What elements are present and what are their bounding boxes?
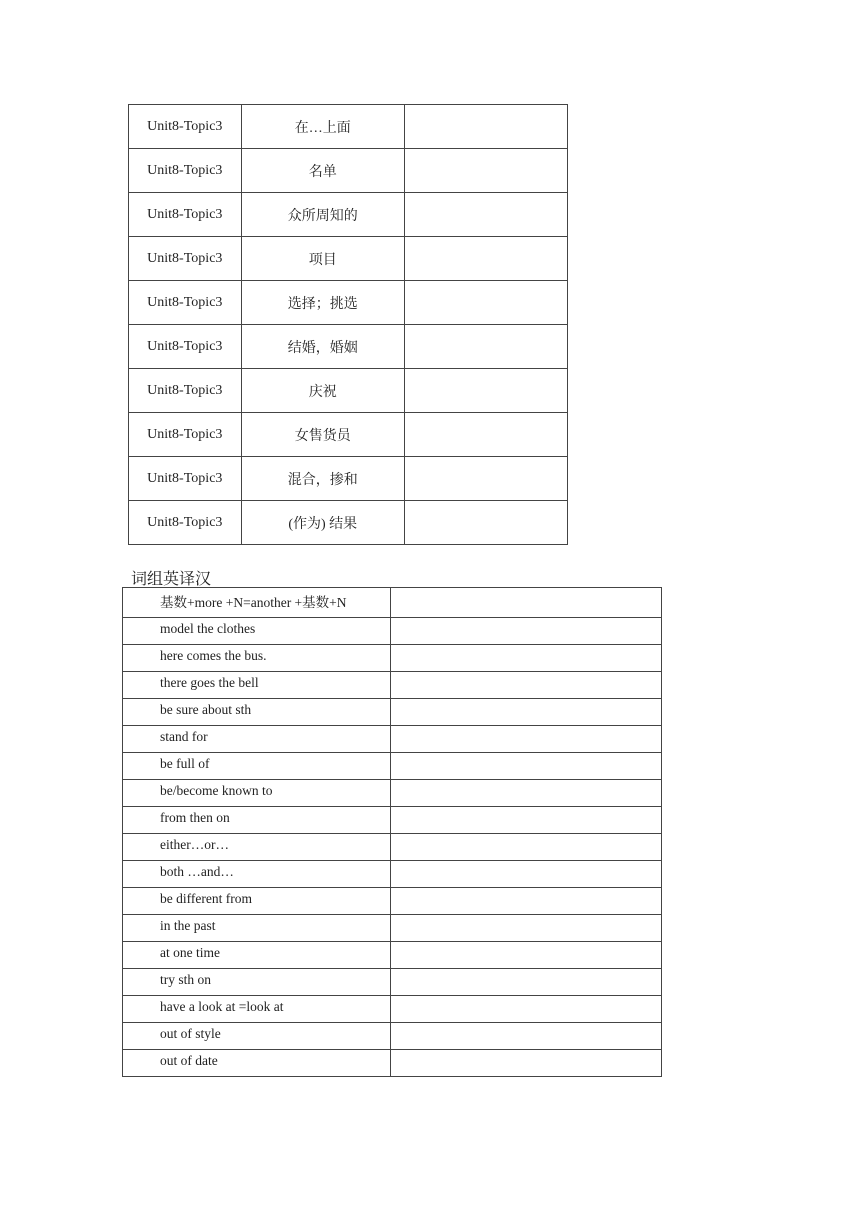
- table-row: [129, 105, 568, 149]
- english-phrase-cell: both …and…: [123, 861, 391, 888]
- table-row: [129, 501, 568, 545]
- table-row: [123, 888, 662, 915]
- answer-cell[interactable]: [404, 149, 567, 193]
- answer-cell[interactable]: [404, 501, 567, 545]
- unit-cell: Unit8-Topic3: [129, 105, 242, 149]
- answer-cell[interactable]: [391, 588, 662, 618]
- answer-cell[interactable]: [391, 1050, 662, 1077]
- chinese-word-cell: 庆祝: [241, 369, 404, 413]
- english-phrase-cell: be sure about sth: [123, 699, 391, 726]
- answer-cell[interactable]: [391, 888, 662, 915]
- english-phrase-cell: be/become known to: [123, 780, 391, 807]
- section-heading: 词组英译汉: [131, 569, 212, 588]
- answer-cell[interactable]: [391, 969, 662, 996]
- answer-cell[interactable]: [391, 780, 662, 807]
- english-phrase-cell: try sth on: [123, 969, 391, 996]
- table-row: [123, 969, 662, 996]
- table-row: [123, 996, 662, 1023]
- table-row: [129, 413, 568, 457]
- table-row: [123, 780, 662, 807]
- answer-cell[interactable]: [391, 699, 662, 726]
- english-phrase-cell: from then on: [123, 807, 391, 834]
- answer-cell[interactable]: [404, 193, 567, 237]
- english-phrase-cell: at one time: [123, 942, 391, 969]
- english-phrase-cell: be different from: [123, 888, 391, 915]
- english-phrase-cell: there goes the bell: [123, 672, 391, 699]
- table-row: [123, 861, 662, 888]
- chinese-word-cell: 众所周知的: [241, 193, 404, 237]
- unit-cell: Unit8-Topic3: [129, 369, 242, 413]
- table-row: [123, 645, 662, 672]
- answer-cell[interactable]: [404, 237, 567, 281]
- unit-cell: Unit8-Topic3: [129, 457, 242, 501]
- table-row: [123, 753, 662, 780]
- answer-cell[interactable]: [404, 105, 567, 149]
- english-phrase-cell: be full of: [123, 753, 391, 780]
- answer-cell[interactable]: [391, 1023, 662, 1050]
- table-row: [129, 457, 568, 501]
- vocab-table: [128, 104, 568, 545]
- answer-cell[interactable]: [404, 413, 567, 457]
- english-phrase-cell: stand for: [123, 726, 391, 753]
- answer-cell[interactable]: [391, 942, 662, 969]
- english-phrase-cell: here comes the bus.: [123, 645, 391, 672]
- chinese-word-cell: 女售货员: [241, 413, 404, 457]
- answer-cell[interactable]: [391, 618, 662, 645]
- unit-cell: Unit8-Topic3: [129, 501, 242, 545]
- unit-cell: Unit8-Topic3: [129, 193, 242, 237]
- unit-cell: Unit8-Topic3: [129, 149, 242, 193]
- english-phrase-cell: either…or…: [123, 834, 391, 861]
- table-row: [123, 942, 662, 969]
- table-row: [129, 369, 568, 413]
- answer-cell[interactable]: [404, 325, 567, 369]
- table-row: [123, 588, 662, 618]
- unit-cell: Unit8-Topic3: [129, 325, 242, 369]
- table-row: [123, 672, 662, 699]
- answer-cell[interactable]: [391, 834, 662, 861]
- chinese-word-cell: (作为) 结果: [241, 501, 404, 545]
- table-row: [123, 726, 662, 753]
- answer-cell[interactable]: [391, 861, 662, 888]
- answer-cell[interactable]: [391, 672, 662, 699]
- table-row: [123, 699, 662, 726]
- english-phrase-cell: out of date: [123, 1050, 391, 1077]
- chinese-word-cell: 选择；挑选: [241, 281, 404, 325]
- table-row: [123, 915, 662, 942]
- unit-cell: Unit8-Topic3: [129, 237, 242, 281]
- answer-cell[interactable]: [404, 369, 567, 413]
- table-row: [123, 807, 662, 834]
- table-row: [129, 149, 568, 193]
- answer-cell[interactable]: [391, 996, 662, 1023]
- answer-cell[interactable]: [391, 726, 662, 753]
- answer-cell[interactable]: [391, 753, 662, 780]
- english-phrase-cell: model the clothes: [123, 618, 391, 645]
- table-row: [129, 325, 568, 369]
- table-row: [123, 834, 662, 861]
- unit-cell: Unit8-Topic3: [129, 281, 242, 325]
- answer-cell[interactable]: [391, 915, 662, 942]
- chinese-word-cell: 名单: [241, 149, 404, 193]
- chinese-word-cell: 项目: [241, 237, 404, 281]
- table-row: [129, 281, 568, 325]
- answer-cell[interactable]: [391, 645, 662, 672]
- table-row: [123, 618, 662, 645]
- table-row: [129, 193, 568, 237]
- answer-cell[interactable]: [391, 807, 662, 834]
- table-row: [123, 1023, 662, 1050]
- answer-cell[interactable]: [404, 457, 567, 501]
- table-row: [129, 237, 568, 281]
- chinese-word-cell: 结婚，婚姻: [241, 325, 404, 369]
- english-phrase-cell: have a look at =look at: [123, 996, 391, 1023]
- table-row: [123, 1050, 662, 1077]
- answer-cell[interactable]: [404, 281, 567, 325]
- english-phrase-cell: in the past: [123, 915, 391, 942]
- unit-cell: Unit8-Topic3: [129, 413, 242, 457]
- chinese-word-cell: 混合，掺和: [241, 457, 404, 501]
- chinese-word-cell: 在…上面: [241, 105, 404, 149]
- english-phrase-cell: out of style: [123, 1023, 391, 1050]
- english-phrase-cell: 基数+more +N=another +基数+N: [123, 588, 391, 618]
- phrase-table: [122, 587, 662, 1077]
